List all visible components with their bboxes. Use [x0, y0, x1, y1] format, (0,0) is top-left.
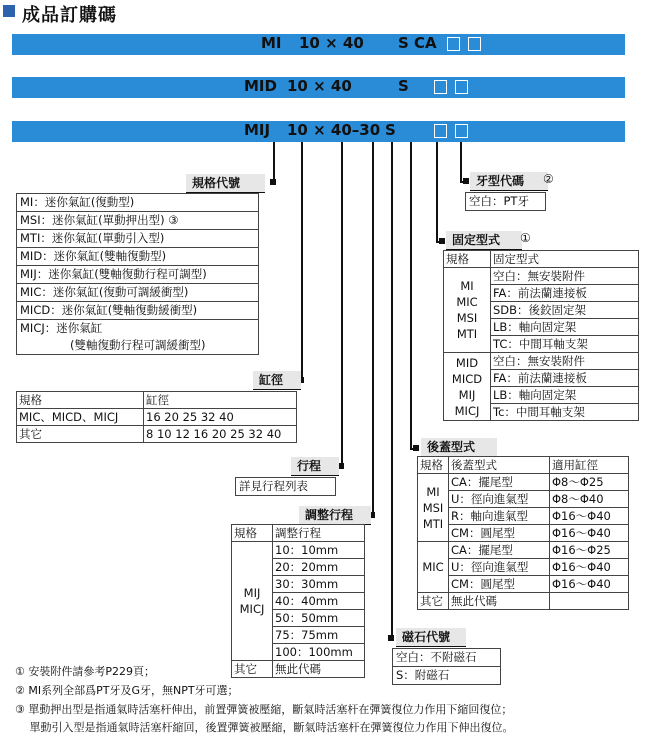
option-box-icon — [455, 124, 468, 138]
bar-suffix: S — [385, 121, 396, 139]
adjust-stroke-table — [231, 524, 365, 678]
table-row — [418, 525, 629, 542]
connector-dot-icon — [270, 179, 276, 185]
table-cell: MIJ MICJ — [232, 542, 273, 661]
list-item-line: (雙軸復動行程可調緩衝型) — [70, 338, 206, 352]
table-row — [418, 593, 629, 610]
table-cell: Φ16～Φ40 — [550, 508, 629, 525]
table-row — [418, 491, 629, 508]
adjust-stroke-label: 調整行程 — [299, 506, 371, 525]
table-cell: Φ16～Φ40 — [550, 525, 629, 542]
option-box-icon — [447, 37, 460, 51]
table-header-cell: 規格 — [418, 457, 449, 474]
code-bar-mi — [12, 34, 625, 55]
spec-name: MICJ — [454, 403, 480, 418]
table-cell: 16 20 25 32 40 — [144, 409, 297, 426]
connector-line — [301, 142, 303, 382]
spec-name: MSI — [456, 311, 478, 325]
table-header-cell: 調整行程 — [273, 525, 365, 542]
footnote: ③ 單動押出型是指通氣時活塞杆伸出，前置彈簧被壓縮，斷氣時活塞杆在彈簧復位力作用下縮回復位； — [15, 703, 513, 716]
table-cell: Φ16～Φ40 — [550, 576, 629, 593]
table-cell: 空白：無安裝附件 — [491, 268, 639, 285]
table-cell: 20：20mm — [273, 559, 365, 576]
option-box-icon — [468, 37, 481, 51]
table-row — [232, 542, 365, 559]
connector-line — [410, 142, 412, 449]
bar-suffix: S — [398, 77, 409, 95]
table-cell — [418, 474, 449, 542]
table-row — [418, 474, 629, 491]
table-cell: 無此代碼 — [273, 661, 365, 678]
table-cell: CM：圓尾型 — [449, 525, 550, 542]
table-cell — [444, 353, 491, 421]
connector-line — [273, 142, 275, 182]
bore-table — [16, 391, 297, 443]
table-header-cell: 固定型式 — [491, 251, 639, 268]
table-cell: 40：40mm — [273, 593, 365, 610]
table-cell: U：徑向進氣型 — [449, 491, 550, 508]
table-cell: U：徑向進氣型 — [449, 559, 550, 576]
table-header-row — [418, 457, 629, 474]
table-cell: CA：擺尾型 — [449, 474, 550, 491]
bar-spec: 10 × 40 — [299, 34, 364, 52]
table-cell: TC：中間耳軸支架 — [491, 336, 639, 353]
spec-code-label: 規格代號 — [186, 174, 265, 193]
mount-mark: ① — [520, 231, 531, 245]
list-item: MICD：迷你氣缸(雙軸復動緩衝型) — [17, 302, 258, 320]
list-item: MTI：迷你氣缸(單動引入型) — [17, 230, 258, 248]
bar-code: MIJ — [244, 121, 271, 139]
table-cell — [444, 268, 491, 353]
bar-code: MI — [261, 34, 282, 52]
spec-name: MIC — [456, 295, 478, 309]
spec-name: MI — [426, 484, 440, 499]
table-cell: FA：前法蘭連接板 — [491, 285, 639, 302]
table-row — [444, 268, 639, 285]
table-cell: CA：擺尾型 — [449, 542, 550, 559]
title-square-icon — [3, 5, 15, 17]
list-item: 空白：PT牙 — [469, 194, 529, 208]
bar-code: MID — [244, 77, 277, 95]
table-header-cell: 適用缸徑 — [550, 457, 629, 474]
option-box-icon — [434, 124, 447, 138]
stroke-box — [235, 477, 336, 496]
connector-line — [436, 241, 444, 243]
list-item: MIC：迷你氣缸(復動可調緩衝型) — [17, 284, 258, 302]
connector-line — [341, 142, 343, 467]
bar-suffix: S CA — [398, 34, 437, 52]
table-cell: 無此代碼 — [449, 593, 550, 610]
table-cell: 其它 — [418, 593, 449, 610]
option-box-icon — [455, 80, 468, 94]
table-cell: 10：10mm — [273, 542, 365, 559]
thread-label — [470, 172, 548, 191]
table-header-row — [232, 525, 365, 542]
mount-table — [443, 250, 639, 421]
table-row — [418, 542, 629, 559]
table-cell: MIC、MICD、MICJ — [17, 409, 144, 426]
spec-name: MI — [460, 279, 474, 293]
magnet-box — [392, 648, 501, 685]
rear-cover-label: 後蓋型式 — [421, 438, 497, 457]
spec-name: MTI — [422, 516, 444, 531]
connector-line — [436, 142, 438, 243]
bar-spec: 10 × 40 — [287, 77, 352, 95]
table-cell: LB：軸向固定架 — [491, 387, 639, 404]
connector-line — [391, 142, 393, 639]
table-cell: 空白：無安裝附件 — [491, 353, 639, 370]
table-header-cell: 規格 — [17, 392, 144, 409]
list-item: MSI：迷你氣缸(單動押出型) ③ — [17, 212, 258, 230]
footnote: ② MI系列全部爲PT牙及G牙，無NPT牙可選； — [15, 684, 239, 697]
table-cell: MIC — [418, 542, 449, 593]
table-row — [17, 426, 297, 443]
list-item: MID：迷你氣缸(雙軸復動型) — [17, 248, 258, 266]
spec-name: MICD — [451, 371, 483, 386]
page-title: 成品訂購碼 — [22, 5, 117, 26]
connector-line — [372, 142, 374, 516]
stroke-label: 行程 — [291, 457, 339, 476]
footnote: ① 安裝附件請參考P229頁； — [15, 665, 155, 678]
rear-cover-table — [417, 456, 629, 610]
connector-line — [460, 142, 462, 183]
connector-dot-icon — [388, 635, 394, 641]
table-row — [232, 661, 365, 678]
table-cell: 其它 — [17, 426, 144, 443]
table-header-cell: 缸徑 — [144, 392, 297, 409]
spec-name: MTI — [456, 327, 478, 341]
option-box-icon — [434, 80, 447, 94]
table-cell: 50：50mm — [273, 610, 365, 627]
table-row — [418, 576, 629, 593]
table-cell: Φ8～Φ25 — [550, 474, 629, 491]
spec-code-list — [16, 193, 259, 355]
footnote: 單動引入型是指通氣時活塞杆縮回，後置彈簧被壓縮，斷氣時活塞杆在彈簧復位力作用下伸出復位。 — [15, 721, 514, 734]
table-header-cell: 後蓋型式 — [449, 457, 550, 474]
list-item-line: MICJ：迷你氣缸 — [20, 321, 103, 335]
spec-name: MSI — [422, 500, 444, 515]
stroke-text: 詳見行程列表 — [239, 479, 308, 493]
table-cell: Φ16～Φ40 — [550, 559, 629, 576]
list-item: 空白：不附磁石 — [393, 649, 500, 667]
table-header-row — [444, 251, 639, 268]
table-cell: CM：圓尾型 — [449, 576, 550, 593]
table-row — [418, 559, 629, 576]
table-cell: 30：30mm — [273, 576, 365, 593]
connector-line — [460, 181, 468, 183]
list-item: MI：迷你氣缸(復動型) — [17, 194, 258, 212]
spec-name: MID — [455, 355, 479, 370]
bore-label: 缸徑 — [253, 371, 301, 390]
table-cell: 100：100mm — [273, 644, 365, 661]
table-header-cell: 規格 — [444, 251, 491, 268]
table-cell: 75：75mm — [273, 627, 365, 644]
table-header-row — [17, 392, 297, 409]
connector-line — [410, 448, 418, 450]
table-cell: Φ8～Φ40 — [550, 491, 629, 508]
table-cell: 其它 — [232, 661, 273, 678]
table-cell: FA：前法蘭連接板 — [491, 370, 639, 387]
list-item — [17, 320, 258, 354]
magnet-label: 磁石代號 — [396, 628, 466, 647]
mount-label-text: 固定型式 — [452, 233, 501, 247]
table-cell: R：軸向進氣型 — [449, 508, 550, 525]
table-row — [444, 353, 639, 370]
thread-label-text: 牙型代碼 — [476, 174, 525, 188]
list-item: S：附磁石 — [396, 668, 450, 682]
spec-name: MIJ — [458, 387, 476, 402]
thread-box — [465, 192, 546, 211]
bar-spec: 10 × 40–30 — [287, 121, 381, 139]
table-cell: LB：軸向固定架 — [491, 319, 639, 336]
table-cell: Φ16～Φ25 — [550, 542, 629, 559]
table-cell: Tc：中間耳軸支架 — [491, 404, 639, 421]
table-row — [418, 508, 629, 525]
table-header-cell: 規格 — [232, 525, 273, 542]
table-row — [17, 409, 297, 426]
table-cell: SDB：後鉸固定架 — [491, 302, 639, 319]
code-bar-mid — [12, 77, 625, 98]
thread-mark: ② — [543, 172, 554, 186]
table-cell — [550, 593, 629, 610]
list-item: MIJ：迷你氣缸(雙軸復動行程可調型) — [17, 266, 258, 284]
code-bar-mij — [12, 121, 625, 142]
table-cell: 8 10 12 16 20 25 32 40 — [144, 426, 297, 443]
mount-label — [446, 231, 522, 250]
